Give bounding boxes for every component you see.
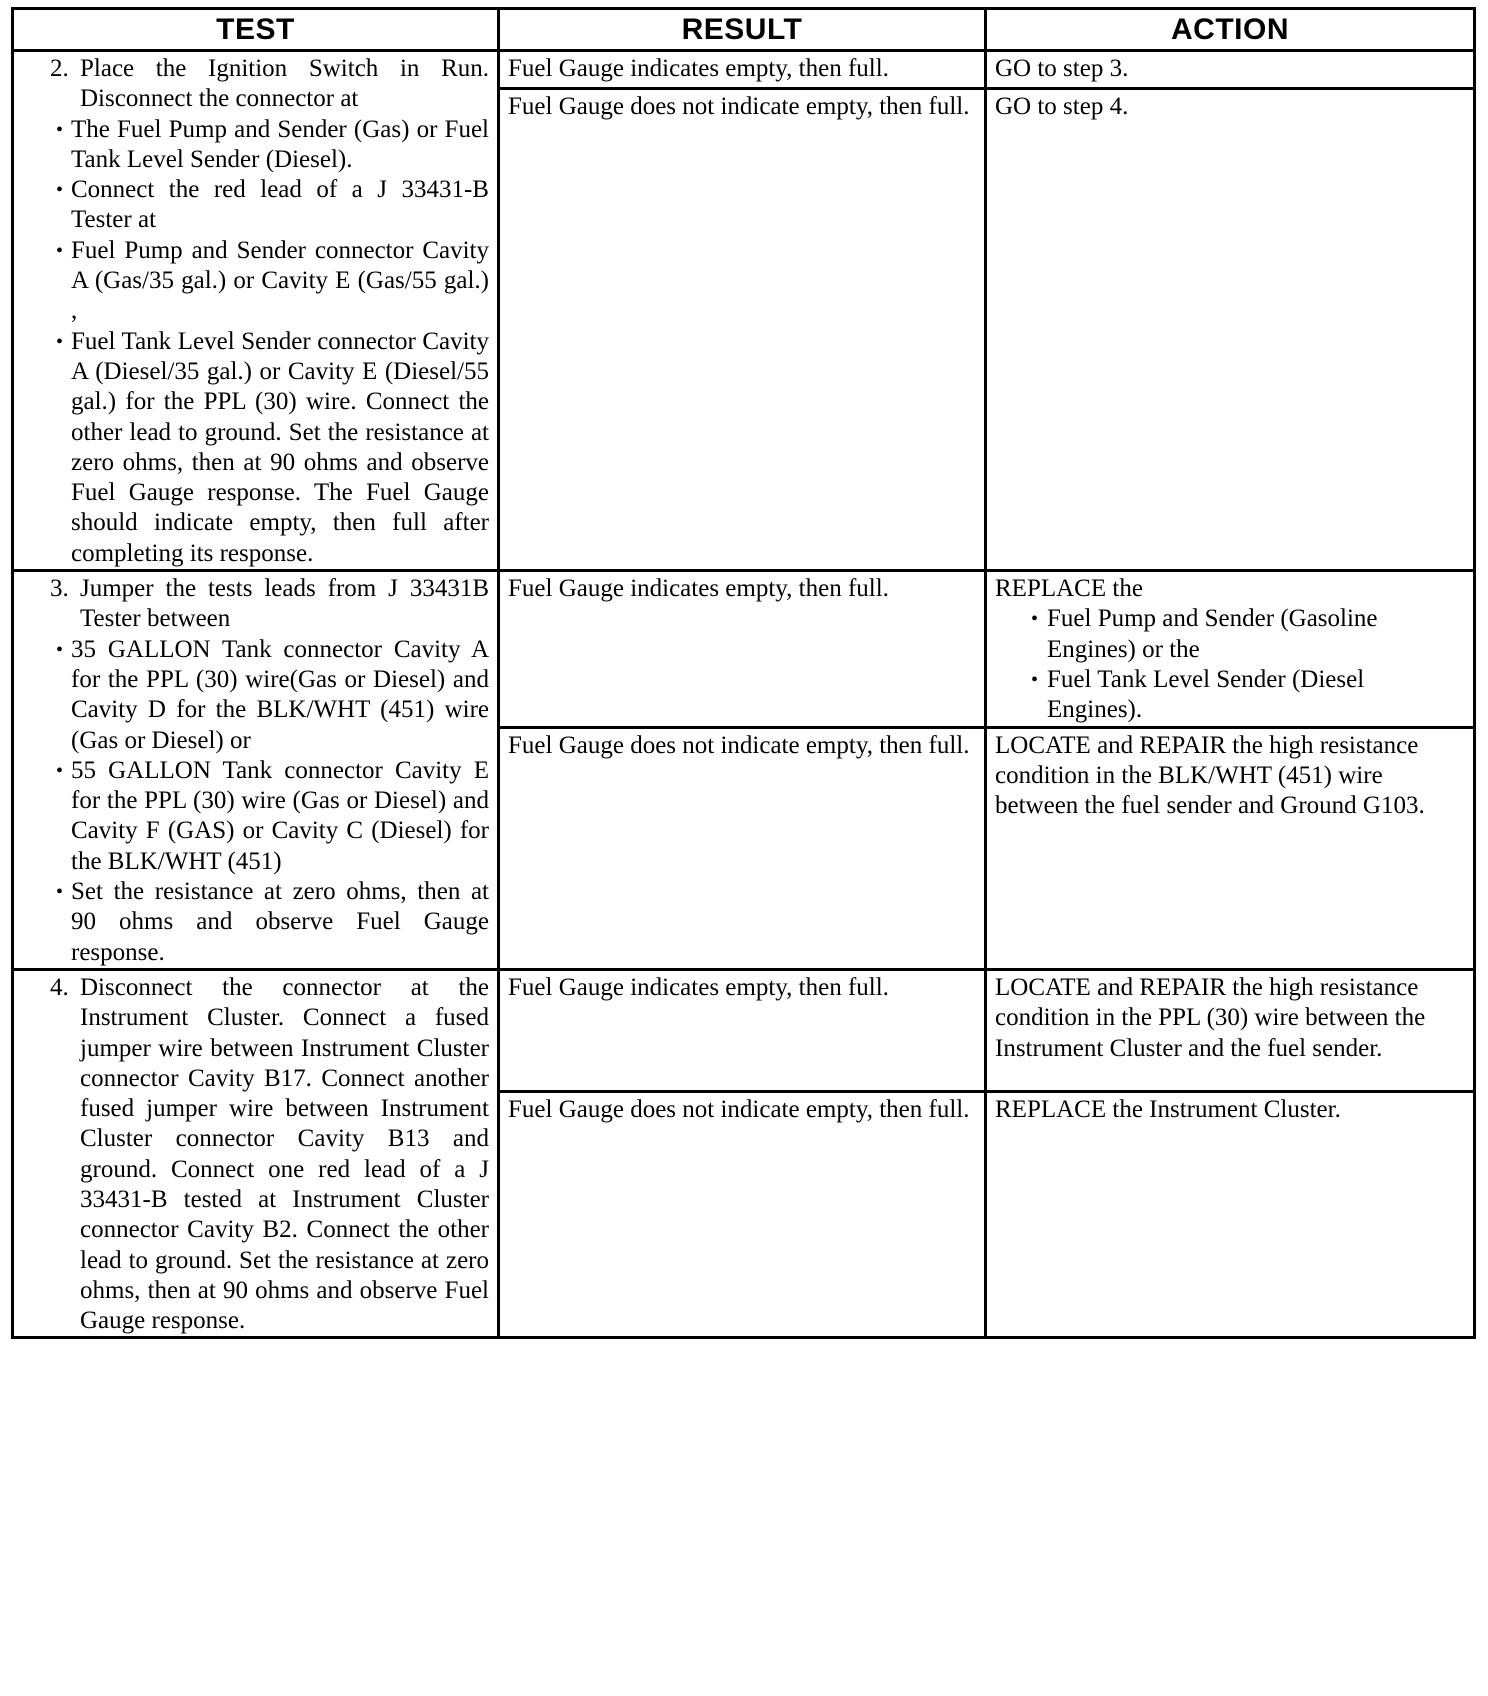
bullet-item: • Fuel Tank Level Sender connector Cavity A (Diesel/35 gal.) or Cavity E (Diesel/55 gal.) for the PPL (30) wire. Connect the other lead to ground. Set the resistance at zero ohms, then at 90 ohms and observe Fuel Gauge response. The Fuel Gauge should indicate empty, then full after completing its response. bbox=[56, 327, 489, 569]
diagnostic-table bbox=[11, 7, 1476, 1339]
action-cell bbox=[986, 571, 1475, 727]
test-cell-step-2 bbox=[13, 51, 499, 571]
action-bullet-item: • Fuel Pump and Sender (Gasoline Engines) or the bbox=[1031, 604, 1465, 665]
action-cell: REPLACE the Instrument Cluster. bbox=[986, 1091, 1475, 1338]
header-result: RESULT bbox=[499, 9, 986, 51]
action-cell: LOCATE and REPAIR the high resistance condition in the BLK/WHT (451) wire between the fuel sender and Ground G103. bbox=[986, 727, 1475, 969]
header-action: ACTION bbox=[986, 9, 1475, 51]
action-bullet-list bbox=[995, 604, 1465, 725]
step-number: 2. bbox=[50, 55, 69, 82]
result-cell: Fuel Gauge does not indicate empty, then full. bbox=[499, 89, 986, 571]
result-cell: Fuel Gauge does not indicate empty, then full. bbox=[499, 727, 986, 969]
bullet-item: • The Fuel Pump and Sender (Gas) or Fuel Tank Level Sender (Diesel). bbox=[56, 115, 489, 176]
action-cell: GO to step 4. bbox=[986, 89, 1475, 571]
header-row bbox=[13, 9, 1475, 51]
table-row bbox=[13, 51, 1475, 89]
result-cell: Fuel Gauge indicates empty, then full. bbox=[499, 51, 986, 89]
result-cell: Fuel Gauge indicates empty, then full. bbox=[499, 969, 986, 1091]
test-cell-step-3 bbox=[13, 571, 499, 970]
step-intro: Jumper the tests leads from J 33431B Tester between bbox=[80, 575, 489, 633]
action-cell: LOCATE and REPAIR the high resistance condition in the PPL (30) wire between the Instrument Cluster and the fuel sender. bbox=[986, 969, 1475, 1091]
table-row bbox=[13, 571, 1475, 727]
table-row bbox=[13, 969, 1475, 1091]
action-bullet-item: • Fuel Tank Level Sender (Diesel Engines). bbox=[1031, 665, 1465, 726]
bullet-item: • Fuel Pump and Sender connector Cavity A (Gas/35 gal.) or Cavity E (Gas/55 gal.) , bbox=[56, 236, 489, 327]
step-bullet-list bbox=[22, 115, 489, 569]
action-intro: REPLACE the bbox=[995, 575, 1143, 603]
header-test: TEST bbox=[13, 9, 499, 51]
test-cell-step-4 bbox=[13, 969, 499, 1338]
bullet-item: • 35 GALLON Tank connector Cavity A for the PPL (30) wire(Gas or Diesel) and Cavity D for the BLK/WHT (451) wire (Gas or Diesel) or bbox=[56, 635, 489, 756]
result-cell: Fuel Gauge does not indicate empty, then full. bbox=[499, 1091, 986, 1338]
step-number: 4. bbox=[50, 973, 69, 1001]
step-intro: Place the Ignition Switch in Run. Disconnect the connector at bbox=[80, 55, 489, 113]
step-bullet-list bbox=[22, 635, 489, 968]
step-intro: Disconnect the connector at the Instrument Cluster. Connect a fused jumper wire between Instrument Cluster connector Cavity B17. Connect another fused jumper wire between Instrument Cluster connector Cavity B13 and ground. Connect one red lead of a J 33431-B tested at Instrument Cluster connector Cavity B2. Connect the other lead to ground. Set the resistance at zero ohms, then at 90 ohms and observe Fuel Gauge response. bbox=[80, 973, 489, 1335]
step-number: 3. bbox=[50, 575, 69, 603]
bullet-item: • Connect the red lead of a J 33431-B Tester at bbox=[56, 175, 489, 236]
bullet-item: • 55 GALLON Tank connector Cavity E for the PPL (30) wire (Gas or Diesel) and Cavity F (GAS) or Cavity C (Diesel) for the BLK/WHT (451) bbox=[56, 756, 489, 877]
result-cell: Fuel Gauge indicates empty, then full. bbox=[499, 571, 986, 727]
bullet-item: • Set the resistance at zero ohms, then at 90 ohms and observe Fuel Gauge response. bbox=[56, 877, 489, 968]
action-cell: GO to step 3. bbox=[986, 51, 1475, 89]
